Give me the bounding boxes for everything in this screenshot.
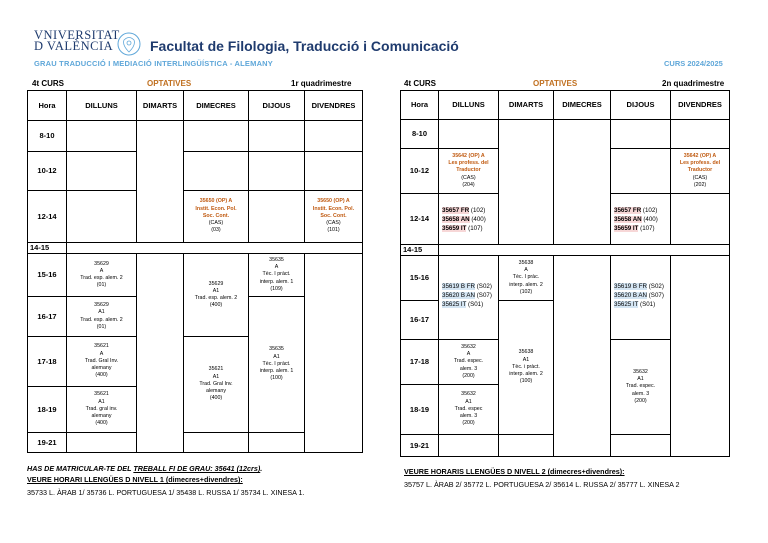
- course-group: A1: [98, 309, 105, 316]
- slot-empty: [67, 152, 137, 191]
- hour-cell: 15-16: [401, 256, 439, 301]
- slot-empty: [137, 121, 184, 243]
- course-room: (01): [96, 323, 107, 330]
- break-row: [67, 243, 363, 254]
- left-optatives-label: OPTATIVES: [147, 79, 192, 88]
- course-lang: (CAS): [461, 174, 476, 181]
- slot-empty: [439, 435, 499, 457]
- class-slot: [184, 337, 249, 433]
- course-line: [442, 282, 498, 291]
- slot-empty: [249, 152, 305, 191]
- course-name: Trad. esp. alem. 2: [194, 295, 238, 301]
- course-code: 35638: [518, 259, 534, 266]
- right-course-label: 4t CURS: [404, 79, 437, 88]
- slot-empty: [67, 433, 137, 453]
- hour-cell: 10-12: [401, 149, 439, 194]
- class-slot: [439, 340, 499, 385]
- university-seal-icon: [116, 31, 142, 57]
- course-line: [614, 224, 670, 233]
- class-slot: [499, 301, 554, 435]
- course-lang: (CAS): [208, 220, 224, 227]
- hour-cell: 15-16: [28, 254, 67, 297]
- course-line: [442, 291, 498, 300]
- hour-cell: 8-10: [28, 121, 67, 152]
- slot-empty: [249, 433, 305, 453]
- university-logo: [34, 28, 459, 60]
- course-name-2: Traductor: [687, 167, 713, 174]
- class-slot: [249, 297, 305, 433]
- course-name: Trad. espec.: [625, 383, 656, 390]
- course-line: [442, 215, 498, 224]
- tfg-note: [27, 464, 262, 473]
- slot-empty: [611, 120, 671, 149]
- hour-cell: 17-18: [401, 340, 439, 385]
- right-optatives-label: OPTATIVES: [533, 79, 578, 88]
- class-slot: [611, 340, 671, 435]
- class-slot: [67, 297, 137, 337]
- class-slot: [439, 149, 499, 194]
- course-code: 35621: [94, 391, 109, 398]
- class-slot: [611, 256, 671, 340]
- course-code: 35650 (OP) A: [317, 198, 350, 205]
- col-header-dimarts: DIMARTS: [499, 91, 554, 120]
- course-name: Les profess. del: [679, 160, 721, 167]
- col-header-dimarts: DIMARTS: [137, 91, 184, 121]
- course-line: [614, 300, 670, 309]
- course-code: 35632: [461, 343, 476, 350]
- course-room: (102): [519, 288, 533, 295]
- course-line: [442, 206, 498, 215]
- right-languages-list: 35757 L. ÀRAB 2/ 35772 L. PORTUGUESA 2/ 35614 L. RUSSA 2/ 35777 L. XINESA 2: [404, 480, 680, 489]
- class-slot: [184, 191, 249, 243]
- slot-empty: [305, 254, 363, 453]
- university-wordmark: [34, 30, 120, 52]
- slot-empty: [305, 121, 363, 152]
- course-name: Les profess. del: [448, 160, 489, 167]
- hour-cell: 14-15: [28, 243, 67, 254]
- right-term-label: 2n quadrimestre: [662, 79, 725, 88]
- break-row: [439, 245, 730, 256]
- course-name: Trad. espec: [454, 405, 483, 412]
- col-header-hora: Hora: [28, 91, 67, 121]
- course-name-2: alemany: [91, 413, 112, 420]
- right-languages-title-text: VEURE HORARIS LLENGÜES D NIVELL 2 (dimecres+divendres):: [404, 467, 625, 476]
- class-slot: [184, 254, 249, 337]
- course-code: 35659 IT: [614, 224, 639, 232]
- course-room: (S01): [638, 301, 656, 308]
- course-name: Trad. gral inv.: [85, 405, 118, 412]
- course-code: 35658 AN: [442, 215, 470, 223]
- course-name: Tèc. i pràct.: [512, 363, 540, 370]
- right-languages-title: [404, 467, 625, 476]
- course-name-2: alem. 3: [631, 390, 650, 397]
- course-name: Instit. Econ. Pol.: [195, 205, 237, 212]
- slot-empty: [439, 120, 499, 149]
- course-room: (109): [270, 285, 283, 292]
- tfg-note-prefix: HAS DE MATRICULAR-TE DEL: [27, 464, 134, 473]
- course-name-2: Soc. Cont.: [202, 212, 230, 219]
- slot-empty: [611, 435, 671, 457]
- class-slot: [67, 337, 137, 387]
- course-group: A: [99, 350, 104, 357]
- course-code: 35620 B AN: [614, 292, 648, 299]
- slot-empty: [67, 121, 137, 152]
- course-lang: (CAS): [326, 220, 341, 227]
- course-room: (S07): [647, 292, 664, 299]
- course-room: (204): [462, 181, 475, 188]
- left-schedule-table: [27, 90, 363, 453]
- course-line: [614, 215, 670, 224]
- course-room: (400): [209, 302, 223, 309]
- course-room: (400): [95, 420, 108, 427]
- slot-empty: [499, 120, 554, 245]
- course-line: [442, 224, 498, 233]
- university-name-line2: D VALÈNCIA: [34, 39, 114, 53]
- course-code: 35629: [94, 260, 109, 267]
- course-code: 35659 IT: [442, 224, 467, 232]
- course-room: (S07): [475, 292, 492, 299]
- slot-empty: [249, 121, 305, 152]
- slot-empty: [671, 194, 730, 245]
- course-name-2: alemany: [205, 388, 227, 395]
- university-name-line1: VNIVERSITAT: [34, 28, 120, 42]
- col-header-divendres: DIVENDRES: [305, 91, 363, 121]
- left-languages-title: [27, 475, 243, 484]
- course-group: A1: [522, 356, 530, 363]
- course-name: Trad. Gral Inv.: [84, 357, 119, 364]
- course-room: (200): [462, 420, 475, 427]
- course-room: (107): [466, 224, 483, 232]
- academic-year: CURS 2024/2025: [664, 59, 723, 68]
- course-name-2: interp. alem. 2: [509, 371, 543, 378]
- course-name-2: Soc. Cont.: [320, 212, 347, 219]
- course-group: A1: [273, 353, 280, 360]
- hour-cell: 10-12: [28, 152, 67, 191]
- slot-empty: [611, 149, 671, 194]
- course-code: 35625 IT: [442, 301, 467, 308]
- class-slot: [67, 387, 137, 433]
- hour-cell: 16-17: [401, 301, 439, 340]
- col-header-dimecres: DIMECRES: [554, 91, 611, 120]
- course-code: 35642 (OP) A: [452, 152, 485, 159]
- course-name-2: interp. alem. 1: [259, 278, 294, 285]
- course-code: 35621: [208, 366, 224, 373]
- course-name: Trad. esp. alem. 2: [80, 275, 123, 281]
- slot-empty: [137, 254, 184, 453]
- class-slot: [439, 385, 499, 435]
- course-line: [614, 291, 670, 300]
- course-code: 35632: [461, 391, 476, 398]
- course-code: 35620 B AN: [442, 292, 476, 299]
- course-name-2: alem. 3: [459, 413, 478, 420]
- course-line: [614, 206, 670, 215]
- hour-cell: 19-21: [28, 433, 67, 453]
- hour-cell: 12-14: [28, 191, 67, 243]
- tfg-note-suffix: .: [260, 464, 263, 473]
- course-code: 35629: [208, 280, 224, 287]
- class-slot: [499, 256, 554, 301]
- course-name-2: alem. 3: [459, 365, 478, 372]
- slot-empty: [554, 120, 611, 245]
- course-code: 35629: [94, 302, 109, 309]
- course-code: 35619 B FR: [614, 283, 648, 290]
- col-header-dimecres: DIMECRES: [184, 91, 249, 121]
- course-room: (100): [519, 378, 533, 385]
- class-slot: [67, 254, 137, 297]
- class-slot: [305, 191, 363, 243]
- col-header-dilluns: DILLUNS: [67, 91, 137, 121]
- hour-cell: 14-15: [401, 245, 439, 256]
- course-code: 35635: [269, 346, 284, 353]
- course-group: A1: [212, 373, 220, 380]
- slot-empty: [67, 191, 137, 243]
- class-slot: [671, 149, 730, 194]
- class-slot: [439, 194, 499, 245]
- course-code: 35657 FR: [442, 206, 470, 214]
- course-name-2: alemany: [91, 365, 112, 372]
- course-group: A: [524, 267, 528, 274]
- class-slot: [439, 256, 499, 340]
- slot-empty: [249, 191, 305, 243]
- course-room: (200): [462, 372, 475, 379]
- slot-empty: [554, 256, 611, 457]
- hour-cell: 8-10: [401, 120, 439, 149]
- course-group: A1: [98, 398, 105, 405]
- slot-empty: [305, 152, 363, 191]
- course-code: 35657 FR: [614, 206, 642, 214]
- degree-title: GRAU TRADUCCIÓ I MEDIACIÓ INTERLINGÜÍSTICA - ALEMANY: [34, 59, 274, 68]
- hour-cell: 19-21: [401, 435, 439, 457]
- course-name: Trad. espec.: [453, 358, 484, 365]
- left-languages-title-text: VEURE HORARI LLENGÜES D NIVELL 1 (dimecres+divendres):: [27, 475, 243, 484]
- course-group: A1: [465, 398, 472, 405]
- course-name: Tèc. I pràc.: [512, 274, 540, 281]
- course-room: (101): [327, 227, 340, 234]
- course-room: (107): [638, 224, 655, 232]
- col-header-divendres: DIVENDRES: [671, 91, 730, 120]
- course-group: A: [466, 351, 471, 358]
- course-name: Tèc. I pràct.: [262, 271, 291, 278]
- course-group: A1: [637, 376, 644, 383]
- course-room: (102): [469, 206, 486, 214]
- course-room: (102): [641, 206, 658, 214]
- class-slot: [611, 194, 671, 245]
- col-header-dijous: DIJOUS: [249, 91, 305, 121]
- course-code: 35635: [269, 256, 284, 263]
- course-code: 35621: [94, 343, 109, 350]
- col-header-hora: Hora: [401, 91, 439, 120]
- course-name: Tèc. I pràct.: [262, 360, 291, 367]
- course-group: A: [99, 267, 104, 274]
- hour-cell: 16-17: [28, 297, 67, 337]
- course-code: 35642 (OP) A: [683, 152, 717, 159]
- course-code: 35625 IT: [614, 301, 639, 308]
- course-room: (S02): [647, 283, 664, 290]
- course-room: (400): [209, 395, 223, 402]
- slot-empty: [184, 121, 249, 152]
- hour-cell: 18-19: [28, 387, 67, 433]
- hour-cell: 17-18: [28, 337, 67, 387]
- course-name-2: Traductor: [456, 167, 481, 174]
- header-row: [28, 91, 363, 121]
- course-room: (S01): [466, 301, 484, 308]
- col-header-dilluns: DILLUNS: [439, 91, 499, 120]
- course-room: (202): [693, 181, 707, 188]
- course-name: Trad. Gral Inv.: [199, 380, 233, 387]
- course-name-2: interp. alem. 1: [259, 368, 294, 375]
- tfg-note-course: TREBALL FI DE GRAU: 35641 (12crs): [133, 464, 261, 473]
- right-schedule-table: [400, 90, 730, 457]
- course-room: (03): [211, 227, 221, 234]
- hour-cell: 12-14: [401, 194, 439, 245]
- class-slot: [249, 254, 305, 297]
- header-row: [401, 91, 730, 120]
- course-code: 35638: [518, 349, 534, 356]
- course-name-2: interp. alem. 2: [509, 281, 543, 288]
- course-group: A1: [212, 287, 220, 294]
- slot-empty: [671, 120, 730, 149]
- hour-cell: 18-19: [401, 385, 439, 435]
- course-room: (01): [96, 282, 107, 289]
- course-room: (400): [95, 372, 108, 379]
- course-lang: (CAS): [692, 174, 708, 181]
- course-group: A: [274, 264, 279, 271]
- course-room: (100): [270, 375, 283, 382]
- course-room: (400): [641, 215, 658, 223]
- left-course-label: 4t CURS: [32, 79, 65, 88]
- col-header-dijous: DIJOUS: [611, 91, 671, 120]
- slot-empty: [184, 152, 249, 191]
- course-code: 35658 AN: [614, 215, 642, 223]
- left-term-label: 1r quadrimestre: [291, 79, 352, 88]
- slot-empty: [671, 256, 730, 457]
- course-code: 35632: [633, 368, 648, 375]
- course-code: 35619 B FR: [442, 283, 476, 290]
- course-room: (200): [634, 397, 647, 404]
- slot-empty: [499, 435, 554, 457]
- course-code: 35650 (OP) A: [199, 198, 233, 205]
- course-room: (400): [469, 215, 486, 223]
- slot-empty: [184, 433, 249, 453]
- course-name: Instit. Econ. Pol.: [312, 205, 355, 212]
- left-languages-list: 35733 L. ÀRAB 1/ 35736 L. PORTUGUESA 1/ 35438 L. RUSSA 1/ 35734 L. XINESA 1.: [27, 488, 305, 497]
- course-room: (S02): [475, 283, 492, 290]
- course-name: Trad. esp. alem. 2: [80, 316, 123, 323]
- course-line: [442, 300, 498, 309]
- faculty-name: Facultat de Filologia, Traducció i Comunicació: [150, 38, 459, 54]
- course-line: [614, 282, 670, 291]
